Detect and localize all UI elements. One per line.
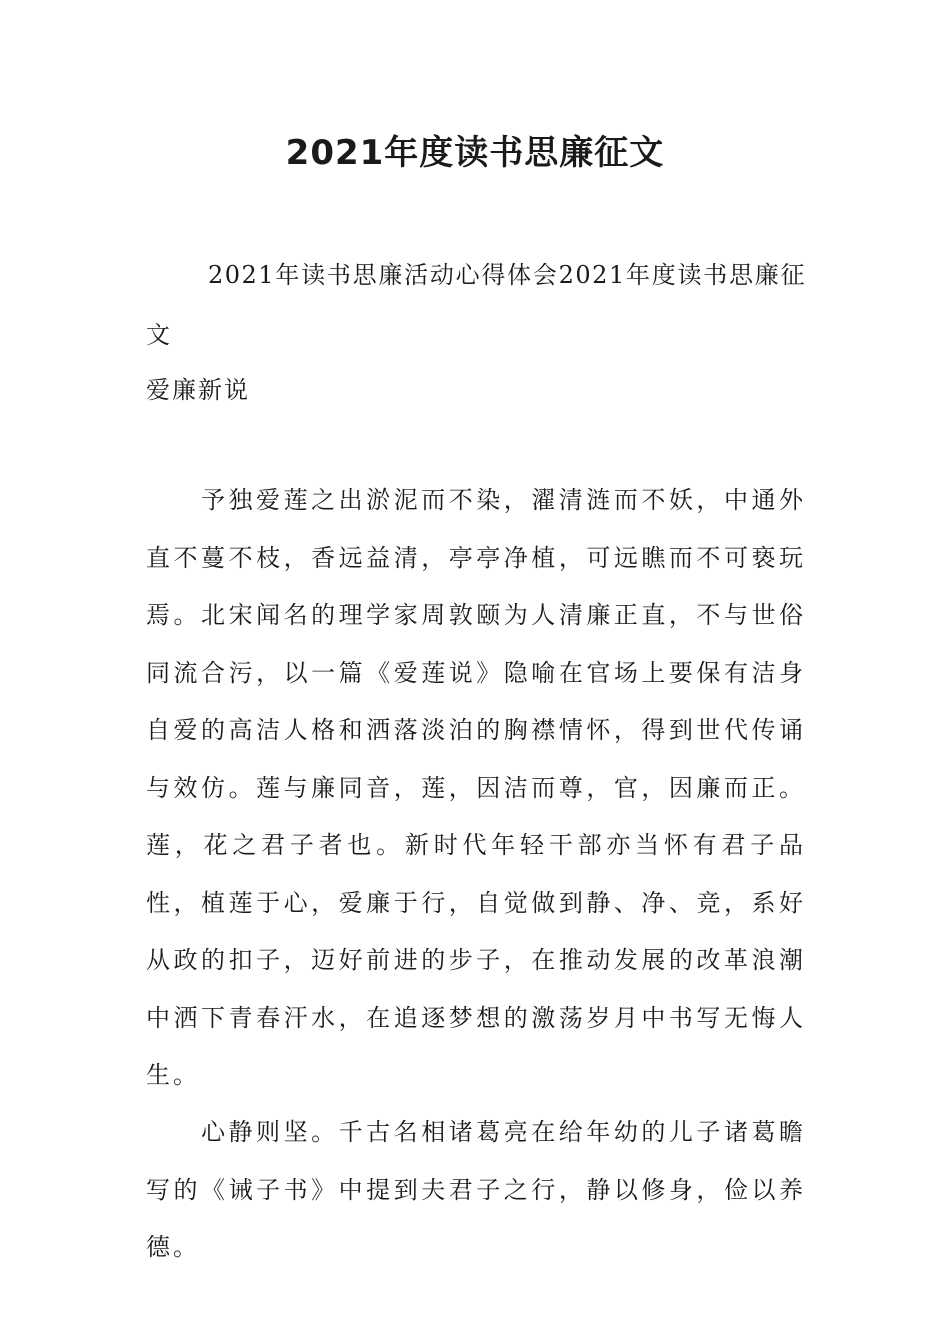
section-subtitle: 爱廉新说 <box>146 376 250 404</box>
document-title: 2021年度读书思廉征文 <box>285 133 665 173</box>
intro-line: 2021年读书思廉活动心得体会2021年度读书思廉征文 <box>146 261 806 349</box>
body-paragraph: 心静则坚。千古名相诸葛亮在给年幼的儿子诸葛瞻写的《诫子书》中提到夫君子之行，静以修身，俭以养德。 <box>146 1118 806 1261</box>
body-paragraph: 予独爱莲之出淤泥而不染，濯清涟而不妖，中通外直不蔓不枝，香远益清，亭亭净植，可远瞧而不可亵玩焉。北宋闻名的理学家周敦颐为人清廉正直，不与世俗同流合污，以一篇《爱莲说》隐喻在官场上要保有洁身自爱的高洁人格和洒落淡泊的胸襟情怀，得到世代传诵与效仿。莲与廉同音，莲，因洁而尊，官，因廉而正。莲，花之君子者也。新时代年轻干部亦当怀有君子品性，植莲于心，爱廉于行，自觉做到静、净、竞，系好从政的扣子，迈好前进的步子，在推动发展的改革浪潮中洒下青春汗水，在追逐梦想的激荡岁月中书写无悔人生。 <box>146 486 806 1089</box>
